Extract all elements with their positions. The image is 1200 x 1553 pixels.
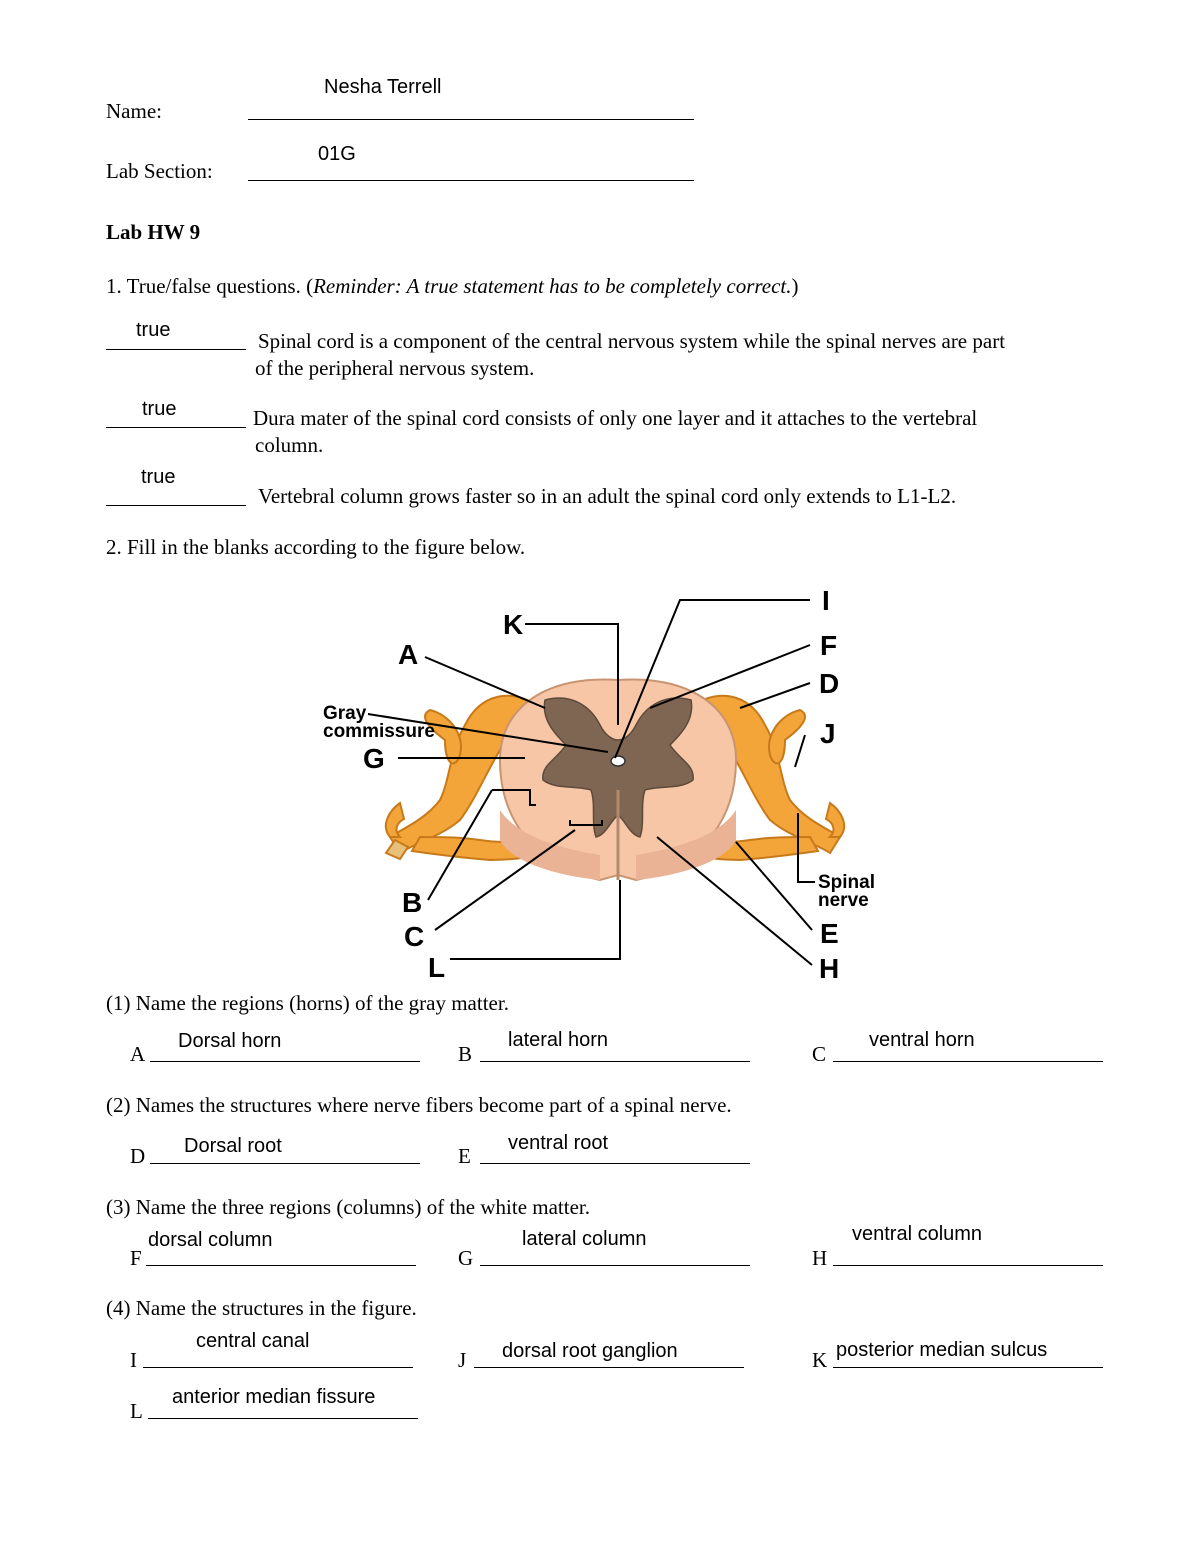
q1-answer-1[interactable]: true: [136, 319, 171, 341]
page-title: Lab HW 9: [106, 220, 201, 244]
answer-c[interactable]: ventral horn: [869, 1029, 975, 1051]
figure-label-d: D: [819, 668, 840, 699]
answer-d[interactable]: Dorsal root: [184, 1135, 282, 1157]
letter-c: C: [812, 1042, 827, 1066]
figure-label-gray-2: commissure: [323, 721, 435, 742]
q1-answer-2[interactable]: true: [142, 398, 177, 420]
blank-b: [480, 1061, 750, 1062]
q1-statement-3: Vertebral column grows faster so in an adult the spinal cord only extends to L1-L2.: [258, 484, 957, 508]
q1-prompt: 1. True/false questions. (Reminder: A true statement has to be completely correct.): [106, 274, 799, 298]
figure-label-spinal-1: Spinal: [818, 872, 876, 893]
sub4-prompt: (4) Name the structures in the figure.: [106, 1296, 417, 1320]
q2-prompt: 2. Fill in the blanks according to the figure below.: [106, 535, 526, 559]
answer-b[interactable]: lateral horn: [508, 1029, 609, 1051]
letter-g: G: [458, 1246, 474, 1270]
q1-answer-3[interactable]: true: [141, 466, 176, 488]
letter-j: J: [458, 1348, 467, 1372]
section-value[interactable]: 01G: [318, 143, 356, 165]
letter-k: K: [812, 1348, 828, 1372]
q1-blank-2: [106, 427, 246, 428]
q1-blank-3: [106, 505, 246, 506]
figure-label-b: B: [402, 887, 423, 918]
figure-label-h: H: [819, 953, 840, 984]
q1-statement-2: Dura mater of the spinal cord consists of only one layer and it attaches to the vertebral: [253, 406, 978, 430]
section-underline: [248, 180, 694, 181]
answer-g[interactable]: lateral column: [522, 1228, 647, 1250]
figure-label-f: F: [820, 630, 838, 661]
letter-a: A: [130, 1042, 146, 1066]
blank-a: [150, 1061, 420, 1062]
name-value[interactable]: Nesha Terrell: [324, 76, 442, 98]
name-label: Name:: [106, 99, 162, 123]
letter-f: F: [130, 1246, 142, 1270]
blank-e: [480, 1163, 750, 1164]
blank-f: [146, 1265, 416, 1266]
blank-c: [833, 1061, 1103, 1062]
letter-l: L: [130, 1399, 143, 1423]
sub1-prompt: (1) Name the regions (horns) of the gray matter.: [106, 991, 509, 1015]
figure-label-gray-1: Gray: [323, 703, 367, 724]
figure-label-g: G: [363, 743, 385, 774]
section-label: Lab Section:: [106, 159, 213, 183]
letter-i: I: [130, 1348, 137, 1372]
answer-f[interactable]: dorsal column: [148, 1229, 273, 1251]
figure-label-e: E: [820, 918, 839, 949]
name-underline: [248, 119, 694, 120]
answer-e[interactable]: ventral root: [508, 1132, 609, 1154]
blank-g: [480, 1265, 750, 1266]
q1-statement-1-cont: of the peripheral nervous system.: [255, 356, 535, 380]
q1-blank-1: [106, 349, 246, 350]
answer-l[interactable]: anterior median fissure: [172, 1386, 376, 1408]
figure-label-i: I: [822, 585, 830, 616]
answer-h[interactable]: ventral column: [852, 1223, 983, 1245]
blank-l: [148, 1418, 418, 1419]
q1-statement-1: Spinal cord is a component of the central nervous system while the spinal nerves are part: [258, 329, 1006, 353]
letter-e: E: [458, 1144, 471, 1168]
answer-a[interactable]: Dorsal horn: [178, 1030, 282, 1052]
letter-h: H: [812, 1246, 828, 1270]
figure-label-l: L: [428, 952, 446, 983]
answer-i[interactable]: central canal: [196, 1330, 310, 1352]
figure-label-k: K: [503, 609, 524, 640]
letter-d: D: [130, 1144, 146, 1168]
blank-j: [474, 1367, 744, 1368]
blank-i: [143, 1367, 413, 1368]
figure-label-j: J: [820, 718, 836, 749]
figure-label-c: C: [404, 921, 425, 952]
figure-label-spinal-2: nerve: [818, 890, 869, 911]
sub3-prompt: (3) Name the three regions (columns) of the white matter.: [106, 1195, 591, 1219]
central-canal: [611, 756, 625, 766]
answer-k[interactable]: posterior median sulcus: [836, 1339, 1048, 1361]
blank-k: [833, 1367, 1103, 1368]
letter-b: B: [458, 1042, 473, 1066]
blank-h: [833, 1265, 1103, 1266]
spinal-cord-figure: [300, 575, 900, 985]
q1-statement-2-cont: column.: [255, 433, 324, 457]
blank-d: [150, 1163, 420, 1164]
figure-label-a: A: [398, 639, 419, 670]
sub2-prompt: (2) Names the structures where nerve fibers become part of a spinal nerve.: [106, 1093, 732, 1117]
answer-j[interactable]: dorsal root ganglion: [502, 1340, 678, 1362]
